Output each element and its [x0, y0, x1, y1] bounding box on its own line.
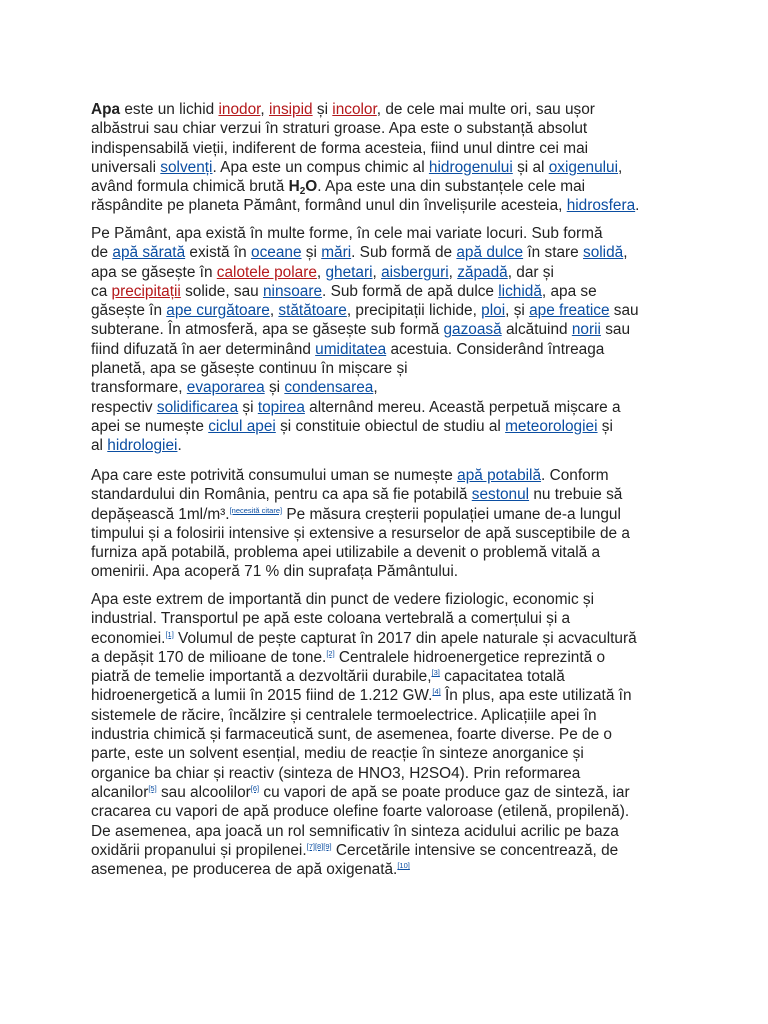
text-line	[91, 822, 637, 841]
text: Pe Pământ, apa există în multe forme, în cele mai variate locuri. Sub formă	[91, 225, 603, 242]
text: apa se găsește în	[91, 263, 217, 281]
text-line	[91, 629, 637, 648]
text-line	[91, 378, 639, 397]
text: economiei.	[91, 629, 166, 647]
text: . Sub formă de apă dulce	[322, 282, 499, 300]
text: și constituie obiectul de studiu al	[275, 417, 506, 435]
text: furniza apă potabilă, problema apei utilizabile a devenit o problemă vitală a	[91, 544, 601, 562]
text: .	[635, 197, 640, 215]
link-ape-curgatoare[interactable]: ape curgătoare	[166, 302, 270, 320]
text-line	[91, 100, 639, 119]
link-hidrologiei[interactable]: hidrologiei	[107, 437, 178, 455]
link-apa-sarata[interactable]: apă sărată	[112, 244, 186, 262]
text: , de cele mai multe ori, sau ușor	[376, 101, 595, 118]
text: industrial. Transportul pe apă este coloana vertebrală a comerțului și a	[91, 610, 571, 628]
text: ,	[373, 379, 378, 397]
citation-needed-link[interactable]: [necesită citare]	[229, 505, 283, 515]
text-line	[91, 505, 630, 524]
text: sau	[609, 302, 639, 320]
link-ploi[interactable]: ploi	[481, 302, 506, 320]
text: fiind difuzată în aer determinând	[91, 340, 316, 358]
text: alternând mereu. Această perpetuă mișcare a	[304, 398, 621, 416]
text-line	[91, 543, 630, 562]
reference-link[interactable]: [4]	[432, 687, 441, 697]
link-statatoare[interactable]: stătătoare	[278, 302, 347, 320]
text: Pe măsura creșterii populației umane de-a lungul	[282, 505, 621, 523]
text: . Conform	[541, 467, 609, 484]
text-line	[91, 340, 639, 359]
link-solida[interactable]: solidă	[583, 244, 624, 262]
text: răspândite pe planeta Pământ, formând unul din învelișurile acesteia,	[91, 197, 567, 215]
text: indispensabilă vieții, indiferent de forma acesteia, fiind unul dintre cei mai	[91, 139, 589, 157]
text: , dar și	[507, 263, 554, 281]
paragraph-forms	[91, 224, 639, 456]
text: omenirii. Apa acoperă 71 % din suprafața Pământului.	[91, 563, 459, 581]
text-line	[91, 764, 637, 783]
text: există în	[185, 244, 252, 262]
text-line	[91, 436, 639, 455]
text-line	[91, 590, 637, 609]
text-line	[91, 466, 630, 485]
text: alcătuind	[501, 321, 572, 339]
text: . Sub formă de	[351, 244, 457, 262]
text: ,	[260, 101, 269, 118]
reference-link[interactable]: [2]	[326, 648, 335, 658]
text: apei se numește	[91, 417, 209, 435]
text: și	[238, 398, 258, 416]
link-mari[interactable]: mări	[321, 244, 352, 262]
text: industria chimică și farmaceutică sunt, de asemenea, foarte diverse. Pe de o	[91, 726, 612, 744]
link-topirea[interactable]: topirea	[257, 398, 305, 416]
text: de	[91, 244, 113, 262]
text: sau	[600, 321, 631, 339]
text: hidroenergetică a lumii în 2015 fiind de 1.212 GW.	[91, 687, 433, 705]
text: transformare,	[91, 379, 187, 397]
link-calotele-polare[interactable]: calotele polare	[216, 263, 317, 281]
text: alcanilor	[91, 783, 149, 801]
text: oxidării propanului și propilenei.	[91, 841, 307, 859]
text-line	[91, 609, 637, 628]
text-line	[91, 860, 637, 879]
link-ninsoare[interactable]: ninsoare	[262, 282, 323, 300]
link-apa-dulce[interactable]: apă dulce	[456, 244, 524, 262]
text: în stare	[523, 244, 583, 262]
reference-link[interactable]: [6]	[250, 783, 260, 793]
text-line	[91, 562, 630, 581]
link-oceane[interactable]: oceane	[251, 244, 302, 262]
link-solidificarea[interactable]: solidificarea	[156, 398, 239, 416]
text-line	[91, 725, 637, 744]
reference-link[interactable]: [5]	[148, 783, 157, 793]
text-line	[91, 158, 639, 177]
text: asemenea, pe producerea de apă oxigenată.	[91, 861, 398, 879]
text: albăstrui sau chiar verzui în straturi groase. Apa este o substanță absolut	[91, 120, 588, 138]
text: solide, sau	[180, 282, 263, 300]
text: al	[91, 437, 108, 455]
text: timpului și a folosirii intensive și extensive a resurselor de apă susceptibile de a	[91, 524, 630, 542]
text-line	[91, 524, 630, 543]
text: ,	[372, 263, 382, 281]
text-line	[91, 398, 639, 417]
link-incolor[interactable]: incolor	[332, 101, 377, 118]
text: De asemenea, apa joacă un rol semnificativ în sinteza acidului acrilic pe baza	[91, 822, 619, 840]
text: ,	[269, 302, 279, 320]
link-condensarea[interactable]: condensarea	[284, 379, 374, 397]
text: universali	[91, 158, 161, 176]
text: ,	[623, 244, 628, 262]
text-line	[91, 263, 639, 282]
text: organice ba chiar și reactiv (sinteza de HNO3, H2SO4). Prin reformarea	[91, 764, 581, 782]
text: planetă, apa se găsește continuu în mișcare și	[91, 360, 408, 378]
text-line	[91, 802, 637, 821]
text-line	[91, 648, 637, 667]
text-line	[91, 301, 639, 320]
text: , precipitații lichide,	[346, 302, 482, 320]
text: sau alcoolilor	[156, 783, 251, 801]
text-line	[91, 177, 639, 196]
text: ,	[316, 263, 326, 281]
text: Cercetările intensive se concentrează, de	[331, 841, 619, 859]
text: , și	[505, 302, 530, 320]
text: sistemele de răcire, încălzire și centralele termoelectrice. Aplicațiile apei în	[91, 706, 597, 724]
link-inodor[interactable]: inodor	[218, 101, 261, 118]
text: Centralele hidroenergetice reprezintă o	[334, 648, 606, 666]
text: nu trebuie să	[529, 486, 623, 504]
text: . Apa este una din substanțele cele mai	[317, 178, 586, 196]
link-oxigenului[interactable]: oxigenului	[548, 158, 619, 176]
text-line	[91, 243, 639, 262]
text-line	[91, 667, 637, 686]
text: capacitatea totală	[439, 668, 565, 686]
text-line	[91, 485, 630, 504]
text: cu vapori de apă se poate produce gaz de sinteză, iar	[259, 783, 630, 801]
term-bold: Apa	[91, 101, 121, 118]
reference-link[interactable]: [7][8][9]	[306, 841, 332, 851]
text: standardului din România, pentru ca apa să fie potabilă	[91, 486, 472, 504]
formula-o: O	[305, 178, 318, 196]
text: și	[264, 379, 285, 397]
text: În plus, apa este utilizată în	[440, 687, 632, 705]
text-line	[91, 224, 639, 243]
text: subterane. În atmosferă, apa se găsește sub formă	[91, 321, 444, 339]
text-line	[91, 359, 639, 378]
formula-subscript: 2	[299, 186, 306, 198]
text: ,	[618, 158, 623, 176]
reference-link[interactable]: [3]	[431, 668, 440, 678]
text: .	[177, 437, 182, 455]
reference-link[interactable]: [10]	[397, 861, 410, 871]
text: Volumul de pește capturat în 2017 din apele naturale și acvacultură	[173, 629, 637, 647]
text: . Apa este un compus chimic al	[212, 158, 429, 176]
text: și al	[512, 158, 549, 176]
text: având formula chimică brută	[91, 178, 289, 196]
link-lichida[interactable]: lichidă	[498, 282, 542, 300]
text-line	[91, 196, 639, 215]
text-line	[91, 841, 637, 860]
link-ciclul-apei[interactable]: ciclul apei	[208, 417, 276, 435]
text-line	[91, 783, 637, 802]
link-precipitatii[interactable]: precipitații	[111, 282, 181, 300]
link-aisberguri[interactable]: aisberguri	[381, 263, 449, 281]
text: piatră de temelie importantă a dezvoltării durabile,	[91, 668, 432, 686]
text: ca	[91, 282, 112, 300]
link-norii[interactable]: norii	[571, 321, 601, 339]
link-hidrogenului[interactable]: hidrogenului	[428, 158, 513, 176]
text: și	[312, 101, 333, 118]
text: și	[301, 244, 322, 262]
paragraph-intro	[91, 100, 639, 216]
text: Apa care este potrivită consumului uman se numește	[91, 467, 458, 484]
text-line	[91, 282, 639, 301]
link-evaporarea[interactable]: evaporarea	[186, 379, 265, 397]
text: acestuia. Considerând întreaga	[386, 340, 605, 358]
text: respectiv	[91, 398, 157, 416]
link-umiditatea[interactable]: umiditatea	[315, 340, 387, 358]
formula-h: H	[288, 178, 300, 196]
link-ghetari[interactable]: ghetari	[325, 263, 373, 281]
text: cracarea cu vapori de apă produce olefine foarte valoroase (etilenă, propilenă).	[91, 803, 630, 821]
text: Apa este extrem de importantă din punct de vedere fiziologic, economic și	[91, 591, 595, 608]
text-line	[91, 744, 637, 763]
text: parte, este un solvent esențial, mediu de reacție în sinteze anorganice și	[91, 745, 584, 763]
text-line	[91, 686, 637, 705]
paragraph-importance	[91, 590, 637, 879]
text-line	[91, 417, 639, 436]
link-sestonul[interactable]: sestonul	[471, 486, 530, 504]
reference-link[interactable]: [1]	[165, 629, 174, 639]
link-meteorologiei[interactable]: meteorologiei	[505, 417, 598, 435]
text-line	[91, 706, 637, 725]
text: ,	[448, 263, 458, 281]
text-line	[91, 139, 639, 158]
text: depășească 1ml/m³.	[91, 505, 230, 523]
paragraph-potable	[91, 466, 630, 582]
link-apa-potabila[interactable]: apă potabilă	[457, 467, 542, 484]
link-solventi[interactable]: solvenți	[160, 158, 213, 176]
text: și	[597, 417, 613, 435]
link-hidrosfera[interactable]: hidrosfera	[566, 197, 636, 215]
link-ape-freatice[interactable]: ape freatice	[529, 302, 610, 320]
text-line	[91, 119, 639, 138]
text: este un lichid	[120, 101, 219, 118]
text-line	[91, 320, 639, 339]
link-gazoasa[interactable]: gazoasă	[443, 321, 502, 339]
link-insipid[interactable]: insipid	[268, 101, 313, 118]
text: găsește în	[91, 302, 167, 320]
text: a depășit 170 de milioane de tone.	[91, 648, 327, 666]
link-zapada[interactable]: zăpadă	[457, 263, 508, 281]
text: , apa se	[541, 282, 597, 300]
